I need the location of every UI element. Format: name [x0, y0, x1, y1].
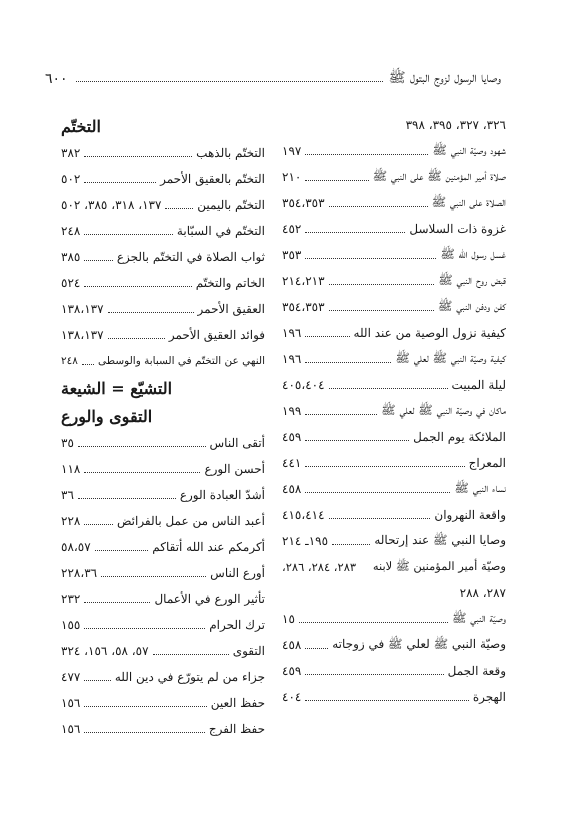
index-entry — [61, 192, 265, 218]
index-entry — [61, 244, 265, 270]
running-title: وصايا الرسول لزوج البتول ﷺ — [388, 70, 501, 86]
page-references: ١٥٦ — [61, 696, 81, 710]
page-references: ٥٢٤ — [61, 276, 81, 290]
page-references: ١٣٧، ٣١٨، ٣٨٥، ٥٠٢ — [61, 198, 162, 212]
index-entry — [282, 372, 506, 398]
page-references: ٤٥٩ — [282, 430, 302, 444]
leader-dots — [329, 518, 431, 519]
leader-dots — [84, 156, 192, 157]
entry-term: الصلاة على النبي ﷺ — [431, 194, 506, 209]
entry-term: وصايا النبي ﷺ عند إرتحاله — [374, 532, 506, 547]
page-references: ١٥٥ — [61, 618, 81, 632]
index-entry — [282, 658, 506, 684]
page-references: ٣٢٦، ٣٢٧، ٣٩٥، ٣٩٨ — [405, 118, 506, 132]
entry-term: تأثير الورع في الأعمال — [154, 592, 265, 606]
leader-dots — [305, 700, 468, 701]
leader-dots — [329, 206, 428, 207]
index-entry — [61, 166, 265, 192]
index-entry — [61, 508, 265, 534]
entry-term: ماكان في وصيّة النبي ﷺ لعلي ﷺ — [381, 402, 506, 417]
page-references: ٢٣٢ — [61, 592, 81, 606]
page-references: ٤٥٨ — [282, 638, 302, 652]
index-entry — [61, 560, 265, 586]
entry-term: أورع الناس — [210, 566, 265, 580]
index-entry — [61, 348, 265, 374]
entry-term: فوائد العقيق الأحمر — [168, 328, 265, 342]
index-entry — [61, 612, 265, 638]
entry-term: قبض روح النبي ﷺ — [438, 272, 506, 287]
index-continuation — [282, 580, 506, 606]
index-entry — [61, 586, 265, 612]
leader-dots — [165, 208, 193, 209]
page-references: ٣٥ — [61, 436, 74, 450]
leader-dots — [82, 364, 94, 365]
page-references: ١٥ — [282, 612, 295, 626]
entry-term: جزاء من لم يتورّع في دين الله — [114, 670, 265, 684]
leader-dots — [84, 602, 150, 603]
entry-term: وصيّة أمير المؤمنين ﷺ لابنه — [372, 558, 506, 573]
leader-dots — [84, 234, 173, 235]
page-references: ٤٠٤ — [282, 690, 302, 704]
entry-term: الخاتم والتختّم — [195, 276, 265, 290]
index-entry — [61, 322, 265, 348]
section-heading: التختّم — [61, 116, 101, 136]
page-references: ٢٢٨ — [61, 514, 81, 528]
page-references: ١٩٩ — [282, 404, 302, 418]
leader-dots — [305, 336, 349, 337]
index-entry — [61, 296, 265, 322]
index-entry — [61, 482, 265, 508]
page-references: ١٩٧ — [282, 144, 302, 158]
leader-dots — [305, 154, 428, 155]
index-entry — [282, 320, 506, 346]
header-leader-dots — [76, 81, 383, 82]
entry-term: شهود وصيّة النبي ﷺ — [432, 142, 506, 157]
leader-dots — [305, 648, 328, 649]
entry-term: التختّم في السبّابة — [176, 224, 265, 238]
page-references: ٥٧، ٥٨، ١٥٦، ٣٢٤ — [61, 644, 149, 658]
entry-term: التختّم بالعقيق الأحمر — [160, 172, 265, 186]
page-references: ٥٠٢ — [61, 172, 81, 186]
entry-term: كيفية نزول الوصية من عند الله — [353, 326, 506, 340]
leader-dots — [329, 284, 435, 285]
index-column-left — [61, 112, 265, 742]
entry-term: كيفية وصيّة النبي ﷺ لعلي ﷺ — [395, 350, 506, 365]
index-entry — [61, 690, 265, 716]
page-references: ٤٧٧ — [61, 670, 81, 684]
index-entry — [282, 502, 506, 528]
entry-term: واقعة النهروان — [434, 508, 506, 522]
entry-term: وصيّة النبي ﷺ لعلي ﷺ في زوجاته — [332, 636, 506, 651]
index-entry — [282, 476, 506, 502]
page-references: ٤١٥،٤١٤ — [282, 508, 325, 522]
index-entry — [282, 346, 506, 372]
entry-term: ثواب الصلاة في التختّم بالجزع — [116, 250, 265, 264]
entry-term: الهجرة — [472, 690, 506, 704]
leader-dots — [305, 466, 464, 467]
page-references: ٢٤٨ — [61, 224, 81, 238]
page-references: ٤٥٩ — [282, 664, 302, 678]
leader-dots — [84, 524, 113, 525]
entry-term: أشدّ العبادة الورع — [179, 488, 265, 502]
index-entry — [282, 138, 506, 164]
index-entry — [61, 218, 265, 244]
leader-dots — [305, 180, 368, 181]
entry-term: الملائكة يوم الجمل — [413, 430, 506, 444]
page-references: ٥٨،٥٧ — [61, 540, 91, 554]
leader-dots — [84, 706, 206, 707]
entry-term: كفن ودفن النبي ﷺ — [437, 298, 506, 313]
page-references: ٣٨٢ — [61, 146, 81, 160]
index-entry — [282, 450, 506, 476]
entry-term: التقوى — [232, 644, 265, 658]
entry-term: التختّم بالذهب — [196, 146, 265, 160]
index-entry — [61, 716, 265, 742]
leader-dots — [78, 446, 206, 447]
page-references: ٣٥٤،٣٥٣ — [282, 300, 325, 314]
entry-term: العقيق الأحمر — [197, 302, 265, 316]
leader-dots — [305, 362, 391, 363]
leader-dots — [305, 232, 405, 233]
page-references: ٢١٤،٢١٣ — [282, 274, 325, 288]
index-entry — [61, 638, 265, 664]
page-references: ٢١٠ — [282, 170, 302, 184]
leader-dots — [108, 312, 194, 313]
entry-term: حفظ الفرج — [208, 722, 265, 736]
index-entry — [282, 528, 506, 554]
entry-term: المعراج — [468, 456, 506, 470]
leader-dots — [305, 258, 436, 259]
index-entry — [282, 294, 506, 320]
leader-dots — [95, 550, 149, 551]
page-references: ٢٨٣، ٢٨٤، ٢٨٦، — [282, 560, 357, 574]
leader-dots — [329, 388, 448, 389]
index-entry — [282, 268, 506, 294]
page-references: ١٥٦ — [61, 722, 81, 736]
entry-term: حفظ العين — [210, 696, 265, 710]
leader-dots — [84, 286, 191, 287]
leader-dots — [101, 576, 206, 577]
index-continuation — [282, 112, 506, 138]
index-entry — [61, 664, 265, 690]
leader-dots — [84, 628, 205, 629]
index-entry — [282, 398, 506, 424]
leader-dots — [84, 472, 200, 473]
page-references: ٢٨٧، ٢٨٨ — [459, 586, 506, 600]
entry-term: أتقى الناس — [209, 436, 265, 450]
entry-term: وصيّة النبي ﷺ — [451, 610, 506, 625]
entry-term: التختّم باليمين — [197, 198, 265, 212]
index-entry — [282, 632, 506, 658]
section-heading: التقوى والورع — [61, 406, 153, 426]
section-heading: التشيّع = الشيعة — [61, 378, 173, 398]
leader-dots — [305, 674, 443, 675]
leader-dots — [329, 310, 434, 311]
index-entry — [61, 456, 265, 482]
index-entry — [61, 430, 265, 456]
entry-term: غزوة ذات السلاسل — [409, 222, 506, 236]
page-references: ١٣٨،١٣٧ — [61, 328, 104, 342]
entry-term: غسل رسول الله ﷺ — [440, 246, 506, 261]
index-entry — [282, 190, 506, 216]
index-entry — [282, 242, 506, 268]
page-number: ٦٠٠ — [45, 71, 68, 87]
index-entry — [282, 554, 506, 580]
page-references: ١٩٥ـ ٢١٤ — [282, 534, 329, 548]
page-references: ٣٦ — [61, 488, 74, 502]
index-column-right — [282, 112, 506, 710]
page-references: ٤٥٢ — [282, 222, 302, 236]
page-references: ٤٤١ — [282, 456, 302, 470]
entry-term: صلاة أمير المؤمنين ﷺ على النبي ﷺ — [372, 168, 506, 183]
entry-term: ليلة المبيت — [451, 378, 506, 392]
leader-dots — [299, 622, 448, 623]
leader-dots — [305, 414, 377, 415]
page-references: ٢٤٨ — [61, 355, 78, 367]
leader-dots — [84, 182, 156, 183]
leader-dots — [305, 492, 450, 493]
leader-dots — [84, 260, 113, 261]
index-entry — [61, 534, 265, 560]
page-references: ١١٨ — [61, 462, 81, 476]
index-entry — [61, 270, 265, 296]
leader-dots — [84, 732, 205, 733]
entry-term: النهي عن التختّم في السبابة والوسطى — [98, 355, 265, 367]
page-references: ١٩٦ — [282, 352, 302, 366]
index-entry — [282, 164, 506, 190]
entry-term: ترك الحرام — [209, 618, 265, 632]
index-entry — [282, 684, 506, 710]
page-references: ١٩٦ — [282, 326, 302, 340]
entry-term: وقعة الجمل — [447, 664, 506, 678]
page-references: ٤٥٨ — [282, 482, 302, 496]
index-entry — [282, 216, 506, 242]
entry-term: نساء النبي ﷺ — [454, 480, 506, 495]
leader-dots — [153, 654, 229, 655]
leader-dots — [84, 680, 110, 681]
page-references: ٤٠٥،٤٠٤ — [282, 378, 325, 392]
page-references: ٣٨٥ — [61, 250, 81, 264]
leader-dots — [332, 544, 370, 545]
entry-term: أكرمكم عند الله أتقاكم — [152, 540, 265, 554]
index-entry — [282, 424, 506, 450]
leader-dots — [305, 440, 409, 441]
running-header — [45, 68, 501, 90]
page-references: ٢٢٨،٣٦ — [61, 566, 98, 580]
page-references: ٣٥٣ — [282, 248, 302, 262]
entry-term: أعبد الناس من عمل بالفرائض — [116, 514, 265, 528]
page-references: ٣٥٤،٣٥٣ — [282, 196, 325, 210]
leader-dots — [108, 338, 165, 339]
entry-term: أحسن الورع — [204, 462, 265, 476]
index-entry — [61, 140, 265, 166]
page-references: ١٣٨،١٣٧ — [61, 302, 104, 316]
leader-dots — [78, 498, 176, 499]
index-entry — [282, 606, 506, 632]
